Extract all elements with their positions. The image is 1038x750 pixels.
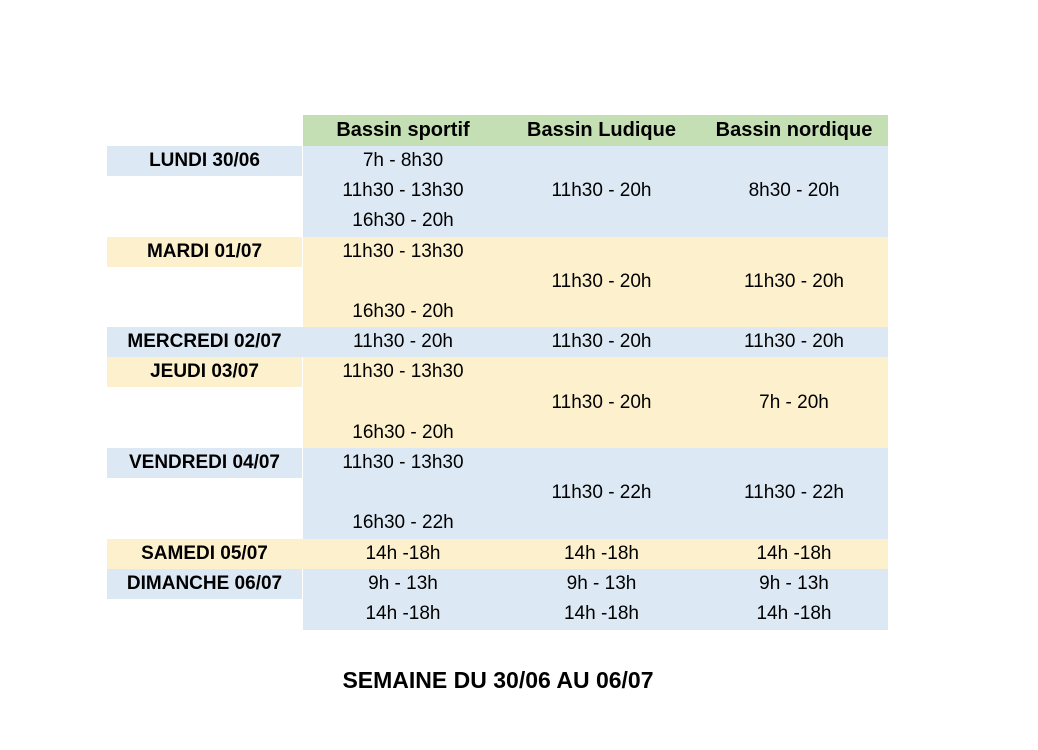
dimanche-nordique-slot-1: 9h - 13h <box>759 573 829 594</box>
header-bassin-nordique: Bassin nordique <box>700 115 888 146</box>
lundi-ludique: 11h30 - 20h <box>551 180 652 201</box>
header-bassin-ludique: Bassin Ludique <box>503 115 700 146</box>
vendredi-sportif-slot-2: 16h30 - 22h <box>352 512 454 533</box>
dimanche-nordique-slot-2: 14h -18h <box>756 603 832 624</box>
mardi-sportif-slot-2: 16h30 - 20h <box>352 301 454 322</box>
week-title: SEMAINE DU 30/06 AU 06/07 <box>342 666 654 693</box>
mardi-nordique: 11h30 - 20h <box>743 271 844 292</box>
mercredi-nordique: 11h30 - 20h <box>743 331 844 352</box>
jeudi-ludique: 11h30 - 20h <box>551 392 652 413</box>
dimanche-ludique-slot-2: 14h -18h <box>563 603 639 624</box>
lundi-sportif-slot-2: 11h30 - 13h30 <box>342 180 464 201</box>
samedi-nordique: 14h -18h <box>756 543 832 564</box>
day-label-samedi: SAMEDI 05/07 <box>141 543 268 564</box>
dimanche-sportif-slot-2: 14h -18h <box>365 603 441 624</box>
jeudi-nordique: 7h - 20h <box>759 392 829 413</box>
vendredi-nordique: 11h30 - 22h <box>743 482 844 503</box>
samedi-sportif: 14h -18h <box>365 543 441 564</box>
lundi-sportif-slot-1: 7h - 8h30 <box>362 150 444 171</box>
day-label-vendredi: VENDREDI 04/07 <box>107 448 302 478</box>
day-label-mardi: MARDI 01/07 <box>107 237 302 267</box>
jeudi-sportif-slot-1: 11h30 - 13h30 <box>342 361 464 382</box>
day-label-dimanche: DIMANCHE 06/07 <box>126 573 283 594</box>
mercredi-ludique: 11h30 - 20h <box>551 331 652 352</box>
dimanche-ludique-slot-1: 9h - 13h <box>566 573 637 594</box>
vendredi-ludique: 11h30 - 22h <box>551 482 652 503</box>
lundi-nordique: 8h30 - 20h <box>748 180 840 201</box>
day-label-lundi: LUNDI 30/06 <box>107 146 302 176</box>
day-label-jeudi: JEUDI 03/07 <box>107 357 302 387</box>
day-label-mercredi: MERCREDI 02/07 <box>127 331 282 352</box>
jeudi-sportif-slot-2: 16h30 - 20h <box>352 422 454 443</box>
mardi-sportif-slot-1: 11h30 - 13h30 <box>342 241 464 262</box>
samedi-ludique: 14h -18h <box>563 543 639 564</box>
lundi-sportif-slot-3: 16h30 - 20h <box>352 210 454 231</box>
vendredi-sportif-slot-1: 11h30 - 13h30 <box>342 452 464 473</box>
mercredi-sportif: 11h30 - 20h <box>352 331 453 352</box>
dimanche-sportif-slot-1: 9h - 13h <box>368 573 438 594</box>
mardi-ludique: 11h30 - 20h <box>551 271 652 292</box>
header-bassin-sportif: Bassin sportif <box>303 115 503 146</box>
